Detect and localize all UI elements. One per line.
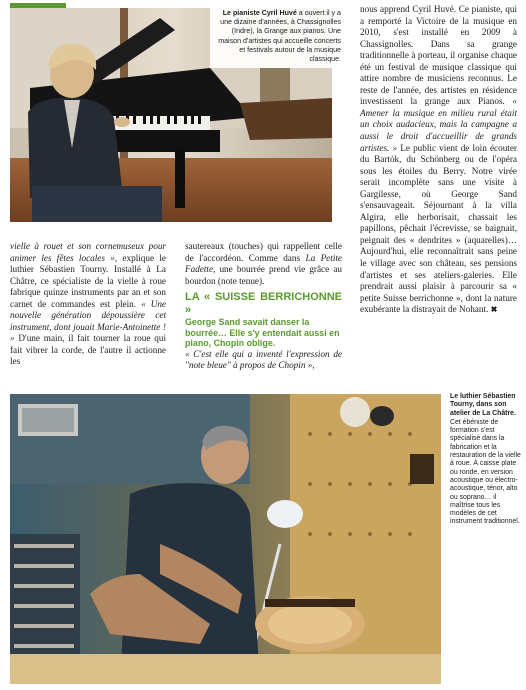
- middle-text-2: , une bourrée prend vie grâce au bourdon (note tenue).: [185, 264, 342, 286]
- left-text-1: , explique le luthier Sébastien Tourny. Installé à La Châtre, ce spécialiste de la vielle à roue fabrique quinze instruments par an et son carnet de commandes est plein.: [10, 252, 166, 309]
- left-text-2: D'une main, il fait tourner la roue qui fait vibrer la corde, de l'autre il actionne les: [10, 333, 166, 367]
- section-subhead: LA « SUISSE BERRICHONNE »: [185, 291, 342, 317]
- luthier-caption-title: Le luthier Sébastien Tourny, dans son atelier de La Châtre.: [450, 393, 516, 417]
- right-text-1: nous apprend Cyril Huvé. Ce pianiste, qui a remporté la Victoire de la musique en 2010, s'est installé en 2009 à Chassignolles. Dans sa grange traditionnelle à porteau, il organise chaque été un festival de musique classique qui attire nombre de musiciens reconnus. Le reste de l'année, des artistes en résidence investissent la grange aux Pianos.: [360, 4, 517, 107]
- caption-name: Le pianiste Cyril Huvé: [222, 9, 297, 17]
- caption-text: a ouvert il y a une dizaine d'années, à Chassignolles (Indre), la Grange aux pianos. Une maison d'artistes qui accueille concerts et festivals autour de la musique classique.: [218, 9, 341, 64]
- luthier-photo: [10, 394, 441, 684]
- book-title: La Petite Fadette: [185, 252, 342, 275]
- right-column: [360, 4, 517, 316]
- left-column: [10, 241, 166, 368]
- end-mark-icon: ✖: [490, 305, 498, 315]
- left-column-paragraph: [10, 241, 166, 368]
- middle-column: [185, 241, 342, 372]
- section-intro: George Sand savait danser la bourrée… Elle s'y entendait aussi en piano, Chopin oblige.: [185, 317, 340, 349]
- right-column-paragraph: [360, 4, 517, 316]
- middle-quote: « C'est elle qui a inventé l'expression de "note bleue" à propos de Chopin »,: [185, 348, 342, 371]
- middle-column-paragraph: [185, 241, 342, 287]
- left-quote-1: vielle à rouet et son cornemuseux pour animer les fêtes locales »: [10, 241, 166, 263]
- middle-quote-paragraph: [185, 349, 342, 372]
- middle-text-1: sautereaux (touches) qui rappellent celle de l'accordéon. Comme dans: [185, 241, 342, 263]
- right-quote: « Amener la musique en milieu rural était un choix audacieux, mais la campagne a aussi le droit d'accueillir de grands artistes. »: [360, 96, 517, 153]
- left-quote-2: « Une nouvelle génération dépoussière cet instrument, dont jouait Marie-Antoinette ! »: [10, 298, 166, 344]
- luthier-caption-text: Cet ébéniste de formation s'est spécialisé dans la fabrication et la restauration de la vielle à roue. À caisse plate ou ronde, en version acoustique ou électro-acoustique, ténor, alto ou soprano… il maîtrise tous les modèles de cet instrument traditionnel.: [450, 418, 521, 526]
- top-photo-caption: [210, 6, 345, 68]
- right-text-2: Le public vient de loin écouter du Bartók, du Schönberg ou de l'opéra sous les étoiles du Berry. Notre virée serait incomplète sans une visite à Gargilesse, où George Sand s'ensauvageait. Séjournant à la villa Algira, elle herborisait, chassait les papillons, pêchait l'écrevisse, se baignait, peignait des « dendrites » (aquarelles)… Aujourd'hui, elle reconnaîtrait sans peine le village avec son château, ses pensions d'artistes et ses ateliers-galeries. Elle prendrait aussi plaisir à parcourir sa « petite Suisse berrichonne », dont la nature exubérante la distrayait de Nohant.: [360, 142, 517, 315]
- luthier-caption: [450, 393, 522, 527]
